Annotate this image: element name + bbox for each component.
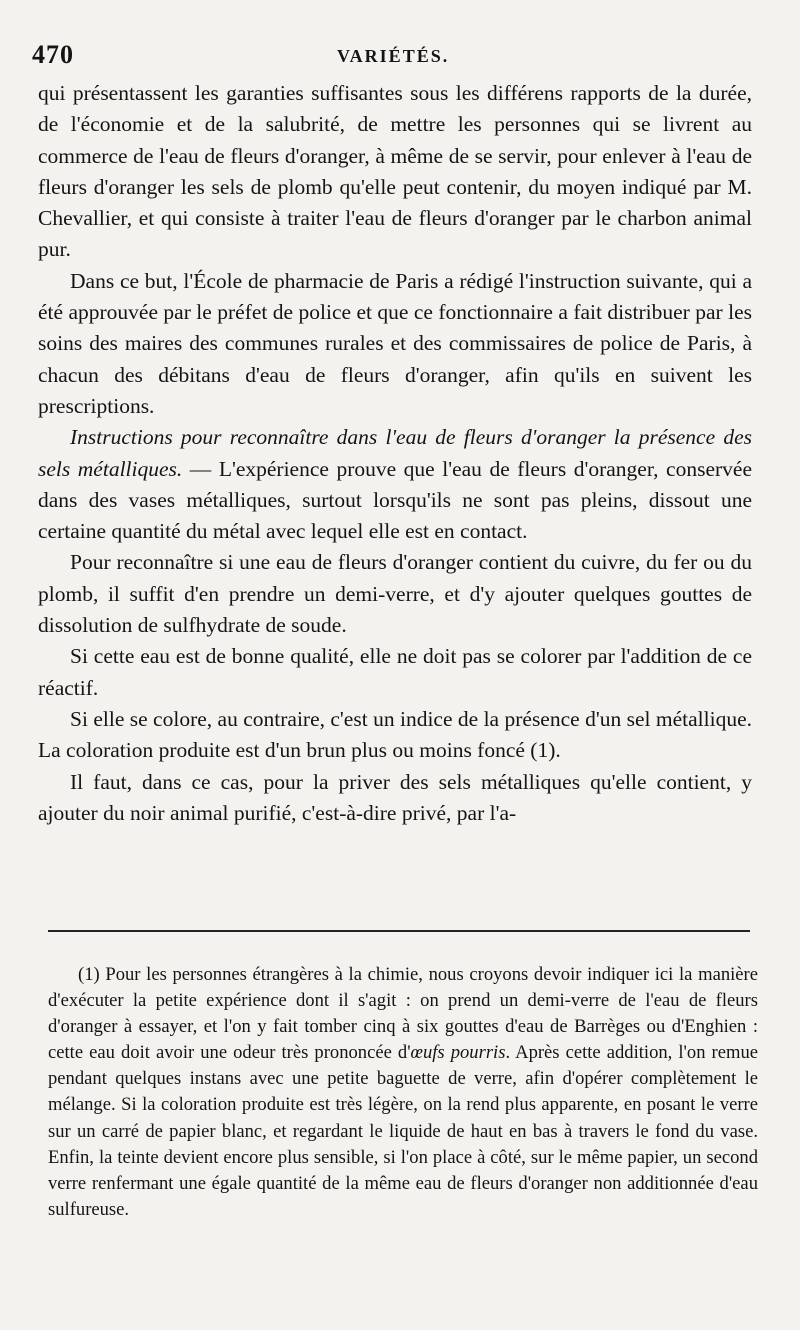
footnote [48, 962, 758, 1223]
footnote-text: (1) Pour les personnes étrangères à la chimie, nous croyons devoir indiquer ici la manière d'exécuter la petite expérience dont il s'agit : on prend un demi-verre de l'eau de fleurs d'oranger à essayer, et l'on y fait tomber cinq à six gouttes d'eau de Barrèges ou d'Enghien : cette eau doit avoir une odeur très prononcée d' [48, 964, 758, 1064]
footnote-text: . Après cette addition, l'on remue pendant quelques instans avec une petite baguette de verre, afin d'opérer complètement le mélange. Si la coloration produite est très légère, on la rend plus apparente, en posant le verre sur un carré de papier blanc, et regardant le liquide de haut en bas à travers le fond du vase. Enfin, la teinte devient encore plus sensible, si l'on place à côté, sur le même papier, un second verre renfermant une égale quantité de la même eau de fleurs d'oranger non additionnée d'eau sulfureuse. [48, 1042, 758, 1220]
footnotes [48, 962, 758, 1223]
section-title: Instructions pour reconnaître dans l'eau de fleurs d'oranger la présence des sels métalliques. [38, 425, 752, 481]
footnote-divider [48, 930, 750, 932]
paragraph: Si cette eau est de bonne qualité, elle ne doit pas se colorer par l'addition de ce réactif. [38, 644, 752, 700]
section-text: — L'expérience prouve que l'eau de fleurs d'oranger, conservée dans des vases métalliques, surtout lorsqu'ils ne sont pas pleins, dissout une certaine quantité du métal avec lequel elle est en contact. [38, 456, 752, 544]
page-header [32, 40, 762, 80]
paragraph: Si elle se colore, au contraire, c'est un indice de la présence d'un sel métallique. La coloration produite est d'un brun plus ou moins foncé (1). [38, 706, 752, 763]
body-text [38, 78, 752, 829]
instruction-paragraph [38, 422, 752, 547]
paragraph: Dans ce but, l'École de pharmacie de Paris a rédigé l'instruction suivante, qui a été approuvée par le préfet de police et que ce fonctionnaire a fait distribuer par les soins des maires des communes rurales et des commissaires de police de Paris, à chacun des débitans d'eau de fleurs d'oranger, afin qu'ils en suivent les prescriptions. [38, 268, 752, 418]
page-number: 470 [32, 40, 74, 69]
running-head: VARIÉTÉS. [337, 46, 450, 66]
paragraph: Pour reconnaître si une eau de fleurs d'oranger contient du cuivre, du fer ou du plomb, il suffit d'en prendre un demi-verre, et d'y ajouter quelques gouttes de dissolution de sulfhydrate de soude. [38, 550, 752, 638]
paragraph: qui présentassent les garanties suffisantes sous les différens rapports de la durée, de l'économie et de la salubrité, de mettre les personnes qui se livrent au commerce de l'eau de fleurs d'oranger, à même de se servir, pour enlever à l'eau de fleurs d'oranger les sels de plomb qu'elle peut contenir, du moyen indiqué par M. Chevallier, et qui consiste à traiter l'eau de fleurs d'oranger par le charbon animal pur. [38, 81, 752, 262]
paragraph: Il faut, dans ce cas, pour la priver des sels métalliques qu'elle contient, y ajouter du noir animal purifié, c'est-à-dire privé, par l'a- [38, 769, 752, 825]
footnote-emphasis: œufs pourris [410, 1042, 506, 1064]
